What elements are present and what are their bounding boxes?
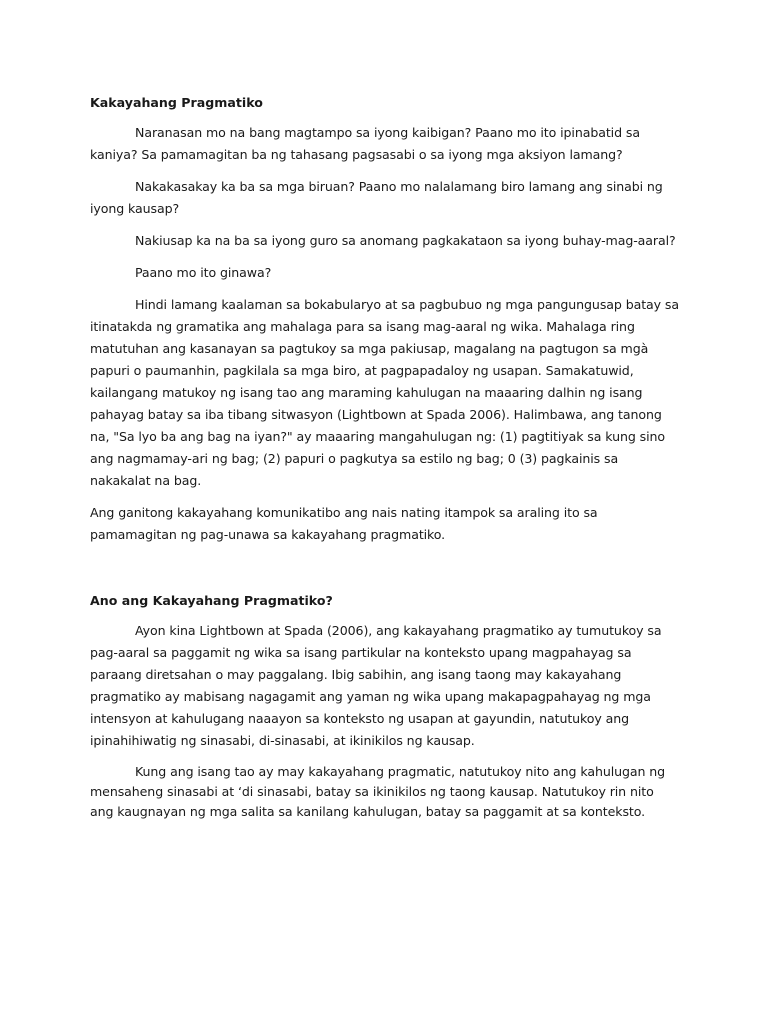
- paragraph-pragmatic: Kung ang isang tao ay may kakayahang pragmatic, natutukoy nito ang kahulugan ng mensaheng sinasabi at ‘di sinasabi, batay sa ikinikilos ng taong kausap. Natutukoy rin nito ang kaugnayan ng mga salita sa kanilang kahulugan, batay sa paggamit at sa konteksto.: [90, 764, 666, 819]
- section-spacer: [90, 556, 680, 590]
- paragraph-pakiusap: Nakiusap ka na ba sa iyong guro sa anomang pagkakataon sa iyong buhay-mag-aaral?: [135, 233, 676, 248]
- section-heading-ano-ang-kakayahang-pragmatiko: Ano ang Kakayahang Pragmatiko?: [90, 593, 333, 608]
- paragraph-kaalaman: Hindi lamang kaalaman sa bokabularyo at sa pagbubuo ng mga pangungusap batay sa itinatakda ng gramatika ang mahalaga para sa isang mag-aaral ng wika. Mahalaga ring matutuhan ang kasanayan sa pagtukoy sa mga pakiusap, magalang na pagtugon sa mgà papuri o paumanhin, pagkilala sa mga biro, at pagpapadaloy ng usapan. Samakatuwid, kailangang matukoy ng isang tao ang maraming kahulugan na maaaring dalhin ng isang pahayag batay sa iba tibang sitwasyon (Lightbown at Spada 2006). Halimbawa, ang tanong na, "Sa lyo ba ang bag na iyan?" ay maaaring mangahulugan ng: (1) pagtitiyak sa kung sino ang nagmamay-ari ng bag; (2) papuri o pagkutya sa estilo ng bag; 0 (3) pagkainis sa nakakalat na bag.: [90, 297, 679, 488]
- paragraph-tampo: Naranasan mo na bang magtampo sa iyong kaibigan? Paano mo ito ipinabatid sa kaniya? Sa pamamagitan ba ng tahasang pagsasabi o sa iyong mga aksiyon lamang?: [90, 125, 640, 162]
- document-page: [90, 92, 680, 832]
- section-heading-kakayahang-pragmatiko: Kakayahang Pragmatiko: [90, 95, 263, 110]
- paragraph-komunikatibo: Ang ganitong kakayahang komunikatibo ang nais nating itampok sa araling ito sa pamamagitan ng pag-unawa sa kakayahang pragmatiko.: [90, 505, 598, 542]
- paragraph-lightbown-spada: Ayon kina Lightbown at Spada (2006), ang kakayahang pragmatiko ay tumutukoy sa pag-aaral sa paggamit ng wika sa isang partikular na konteksto upang magpahayag sa paraang diretsahan o may paggalang. Ibig sabihin, ang isang taong may kakayahang pragmatiko ay mabisang nagagamit ang yaman ng wika upang makapagpahayag ng mga intensyon at kahulugang naaayon sa konteksto ng usapan at gayundin, natutukoy ang ipinahihiwatig ng sinasabi, di-sinasabi, at ikinikilos ng kausap.: [90, 623, 662, 748]
- paragraph-biruan: Nakakasakay ka ba sa mga biruan? Paano mo nalalamang biro lamang ang sinabi ng iyong kausap?: [90, 179, 663, 216]
- paragraph-paano: Paano mo ito ginawa?: [135, 265, 272, 280]
